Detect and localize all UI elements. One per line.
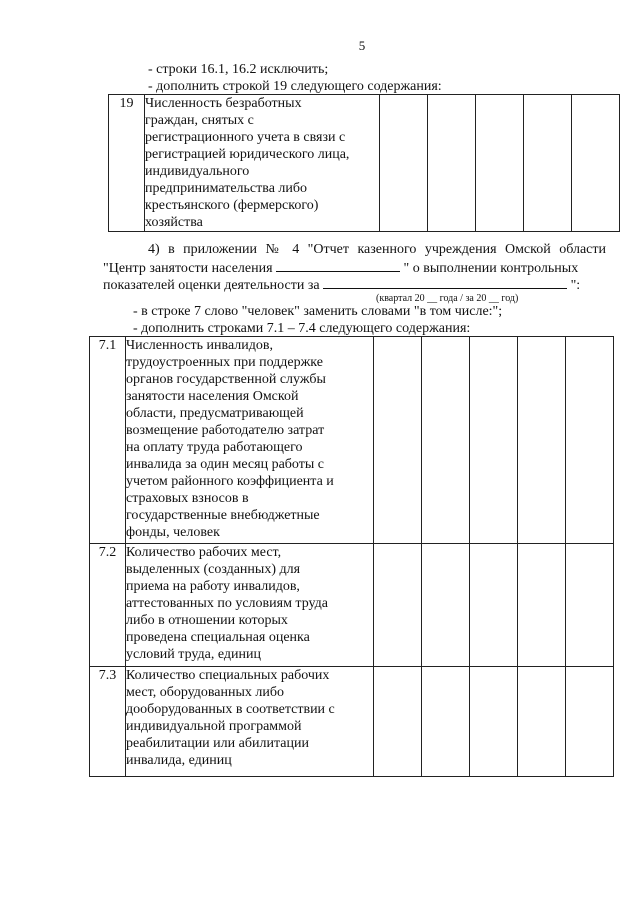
blank-field: [323, 275, 567, 289]
instruction-exclude-rows: - строки 16.1, 16.2 исключить;: [148, 62, 329, 77]
row-label-line: занятости населения Омской: [126, 389, 299, 404]
row-label-line: аттестованных по условиям труда: [126, 596, 328, 611]
row-label-line: органов государственной службы: [126, 372, 326, 387]
paragraph-4-line-3: [103, 275, 580, 294]
row-number: 7.1: [90, 337, 126, 544]
page-number: 5: [358, 38, 366, 53]
row-label-line: приема на работу инвалидов,: [126, 579, 300, 594]
row-label-line: регистрацией юридического лица,: [145, 147, 350, 162]
row-label-line: мест, оборудованных либо: [126, 685, 285, 700]
row-label-line: на оплату труда работающего: [126, 440, 303, 455]
table-row: [90, 337, 614, 544]
row-label-line: реабилитации или абилитации: [126, 736, 309, 751]
row-number: 7.3: [90, 667, 126, 777]
row-label-line: государственные внебюджетные: [126, 508, 320, 523]
empty-cell: [470, 337, 518, 544]
row-label: [126, 544, 374, 667]
row-number: 19: [109, 95, 145, 232]
row-label-line: условий труда, единиц: [126, 647, 261, 662]
empty-cell: [566, 667, 614, 777]
table-row: [90, 544, 614, 667]
row-label-line: индивидуальной программой: [126, 719, 302, 734]
empty-cell: [374, 544, 422, 667]
empty-cell: [566, 544, 614, 667]
row-number: 7.2: [90, 544, 126, 667]
instruction-replace-word: - в строке 7 слово "человек" заменить словами "в том числе:";: [133, 304, 503, 319]
empty-cell: [518, 667, 566, 777]
paragraph-4-text: "Центр занятости населения: [103, 261, 273, 276]
empty-cell: [422, 544, 470, 667]
row-label-line: предпринимательства либо: [145, 181, 308, 196]
table-rows-7: [89, 336, 614, 777]
row-label: [145, 95, 380, 232]
row-label-line: регистрационного учета в связи с: [145, 130, 346, 145]
row-label-line: проведена специальная оценка: [126, 630, 310, 645]
blank-field: [276, 258, 400, 272]
paragraph-4-text: ":: [570, 278, 581, 293]
empty-cell: [566, 337, 614, 544]
row-label-line: выделенных (созданных) для: [126, 562, 301, 577]
empty-cell: [572, 95, 620, 232]
row-label-line: инвалида за один месяц работы с: [126, 457, 324, 472]
empty-cell: [518, 544, 566, 667]
empty-cell: [476, 95, 524, 232]
paragraph-4-line-1: 4) в приложении № 4 "Отчет казенного учреждения Омской области: [148, 242, 606, 257]
row-label: [126, 667, 374, 777]
empty-cell: [422, 667, 470, 777]
table-row: [90, 667, 614, 777]
row-label-line: Численность безработных: [145, 96, 302, 111]
empty-cell: [428, 95, 476, 232]
row-label-line: Количество рабочих мест,: [126, 545, 282, 560]
row-label: [126, 337, 374, 544]
row-label-line: крестьянского (фермерского): [145, 198, 319, 213]
empty-cell: [374, 337, 422, 544]
row-label-line: Количество специальных рабочих: [126, 668, 330, 683]
row-label-line: индивидуального: [145, 164, 250, 179]
instruction-add-row-19: - дополнить строкой 19 следующего содержания:: [148, 79, 442, 94]
empty-cell: [470, 544, 518, 667]
row-label-line: либо в отношении которых: [126, 613, 288, 628]
table-row: [109, 95, 620, 232]
row-label-line: Численность инвалидов,: [126, 338, 274, 353]
empty-cell: [470, 667, 518, 777]
instruction-add-rows-7: - дополнить строками 7.1 – 7.4 следующего содержания:: [133, 321, 471, 336]
empty-cell: [374, 667, 422, 777]
row-label-line: трудоустроенных при поддержке: [126, 355, 323, 370]
row-label-line: области, предусматривающей: [126, 406, 304, 421]
table-row-19: [108, 94, 620, 232]
paragraph-4-text: " о выполнении контрольных: [403, 261, 579, 276]
row-label-line: хозяйства: [145, 215, 203, 230]
paragraph-4-text: показателей оценки деятельности за: [103, 278, 320, 293]
period-hint: (квартал 20 __ года / за 20 __ год): [376, 293, 519, 304]
empty-cell: [422, 337, 470, 544]
empty-cell: [524, 95, 572, 232]
row-label-line: учетом районного коэффициента и: [126, 474, 334, 489]
row-label-line: страховых взносов в: [126, 491, 249, 506]
row-label-line: дооборудованных в соответствии с: [126, 702, 335, 717]
row-label-line: возмещение работодателю затрат: [126, 423, 325, 438]
empty-cell: [518, 337, 566, 544]
empty-cell: [380, 95, 428, 232]
row-label-line: инвалида, единиц: [126, 753, 232, 768]
row-label-line: граждан, снятых с: [145, 113, 254, 128]
row-label-line: фонды, человек: [126, 525, 220, 540]
